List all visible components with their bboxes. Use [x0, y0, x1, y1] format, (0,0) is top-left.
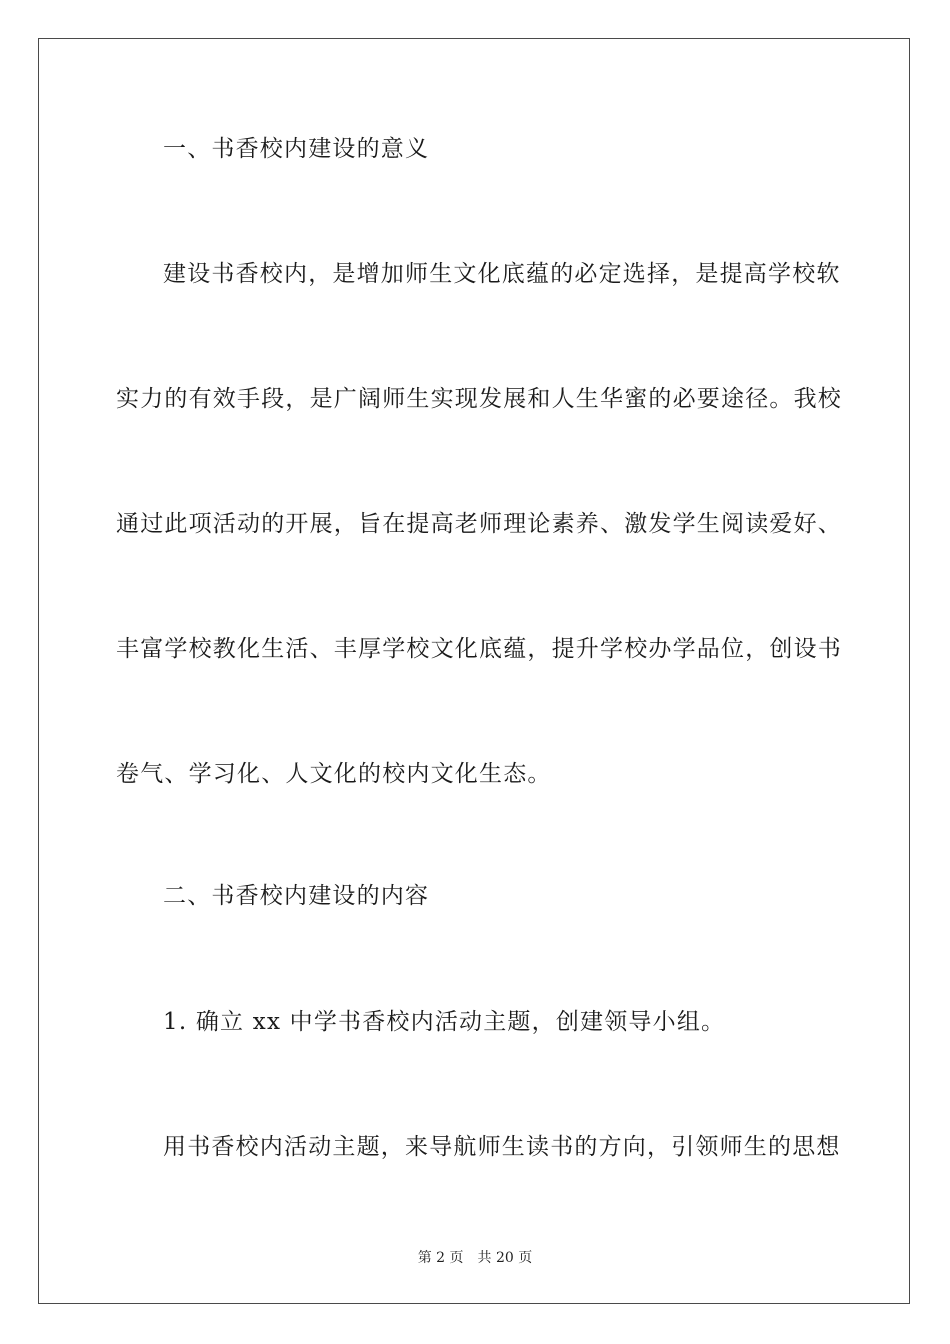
total-pages: 共 20 页	[477, 1250, 533, 1266]
page-number: 第 2 页	[417, 1250, 464, 1266]
paragraph-line: 建设书香校内，是增加师生文化底蕴的必定选择，是提高学校软	[163, 261, 841, 287]
section-heading-1: 一、书香校内建设的意义	[163, 136, 430, 162]
paragraph-line: 用书香校内活动主题，来导航师生读书的方向，引领师生的思想	[163, 1134, 841, 1160]
page-footer	[0, 1249, 950, 1267]
page-border	[38, 38, 910, 1304]
paragraph-line: 实力的有效手段，是广阔师生实现发展和人生华蜜的必要途径。我校	[116, 386, 842, 412]
paragraph-line: 卷气、学习化、人文化的校内文化生态。	[116, 761, 552, 787]
numbered-item: 1. 确立 xx 中学书香校内活动主题，创建领导小组。	[163, 1009, 726, 1035]
section-heading-2: 二、书香校内建设的内容	[163, 883, 430, 909]
paragraph-line: 通过此项活动的开展，旨在提高老师理论素养、激发学生阅读爱好、	[116, 511, 842, 537]
paragraph-line: 丰富学校教化生活、丰厚学校文化底蕴，提升学校办学品位，创设书	[116, 636, 842, 662]
